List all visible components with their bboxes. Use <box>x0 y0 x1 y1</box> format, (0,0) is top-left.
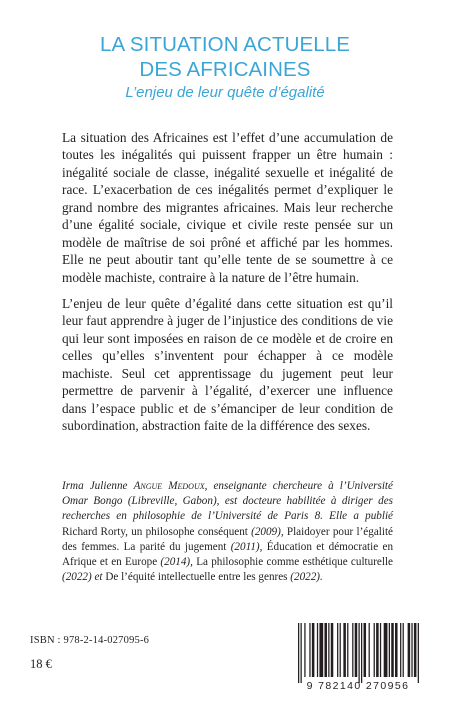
book-year-4: (2022) et <box>62 571 106 584</box>
book-title-4: La philosophie comme esthétique culturelle <box>196 556 393 569</box>
summary-paragraph-1: La situation des Africaines est l’effet d’une accumulation de toutes les inégalités qui puissent frapper un être humain : inégalité sociale de classe, inégalité sexuelle et inégalité de race. L’exacerbation de ces inégalités permet d’expliquer le grand nombre des migrantes africaines. Mais leur recherche d’une égalité sociale, civique et civile reste pensée sur un modèle de maîtrise de soi prôné et affiché par les hommes. Elle ne peut aboutir tant qu’elle tente de se soumettre à ce modèle machiste, contraire à la nature de l’être humain. <box>62 130 393 285</box>
barcode-bar <box>403 623 404 677</box>
barcode-bar <box>369 623 370 677</box>
barcode-bar <box>391 623 394 677</box>
barcode-bar <box>380 623 381 677</box>
isbn-label: ISBN : 978-2-14-027095-6 <box>30 635 150 646</box>
barcode-bar <box>361 623 362 683</box>
book-title-2: Plaidoyer pour l’égalité des femmes. La parité du jugement <box>62 525 393 553</box>
barcode-bar <box>328 623 329 677</box>
barcode-icon <box>290 623 426 683</box>
barcode-bar <box>337 623 338 677</box>
author-first-name: Irma Julienne <box>62 480 128 492</box>
book-year-5: (2022). <box>287 571 323 584</box>
barcode-bar <box>408 623 411 677</box>
price-label: 18 € <box>30 657 52 671</box>
barcode-bar <box>395 623 398 677</box>
barcode-bar <box>364 623 367 677</box>
barcode-bar <box>324 623 327 677</box>
barcode-bar <box>340 623 341 677</box>
barcode-digits: 9 782140 270956 <box>306 680 410 692</box>
barcode-bar <box>343 623 346 677</box>
barcode-bar <box>389 623 390 677</box>
barcode-bar <box>347 623 348 677</box>
cover-header <box>0 32 450 103</box>
barcode-bar <box>304 623 305 677</box>
barcode-bar <box>374 623 375 677</box>
author-last-name: Angue Medoux <box>133 480 205 492</box>
barcode-bar <box>414 623 417 677</box>
barcode-bar <box>319 623 323 677</box>
barcode-bar <box>355 623 358 677</box>
barcode-bar <box>298 623 299 683</box>
book-year-2: (2011), <box>226 540 267 553</box>
barcode-bar <box>400 623 401 677</box>
barcode-bar <box>418 623 419 683</box>
barcode-bar <box>301 623 302 683</box>
barcode-bar <box>376 623 379 677</box>
barcode-bar <box>358 623 359 683</box>
barcode-bar <box>309 623 310 677</box>
book-title-line-2: DES AFRICAINES <box>139 58 311 81</box>
book-title-1: Richard Rorty, un philosophe conséquent <box>62 525 248 538</box>
barcode-bar <box>384 623 388 677</box>
author-biography <box>62 479 393 585</box>
barcode-bar <box>331 623 334 677</box>
book-title-5: De l’équité intellectuelle entre les genres <box>105 571 288 584</box>
summary-paragraph-2: L’enjeu de leur quête d’égalité dans cette situation est qu’il leur faut apprendre à juger de l’injustice des conditions de vie qui leur sont imposées en raison de ce modèle et de croire en celles qu’elles s’inventent pour échapper à ce modèle machiste. Seul cet apprentissage du jugement peut leur permettre de parvenir à l’égalité, d’exercer une influence dans l’espace public et de s’émanciper de leur condition de subordination, abstraction faite de la différence des sexes. <box>62 296 393 434</box>
barcode-bar <box>317 623 318 677</box>
book-title-3: Éducation et démocratie en Afrique et en Europe <box>62 540 394 569</box>
barcode-bar <box>411 623 412 677</box>
book-subtitle: L’enjeu de leur quête d’égalité <box>125 84 325 101</box>
book-year-1: (2009), <box>247 525 287 538</box>
book-year-3: (2014), <box>157 556 197 569</box>
bio-intro: , enseignante chercheure à l’Université Omar Bongo (Libreville, Gabon), est docteure habilitée à diriger des recherches en philosophie de l’Université de Paris 8. Elle a publié <box>62 480 393 523</box>
book-title-line-1: LA SITUATION ACTUELLE <box>99 33 351 56</box>
barcode-bar <box>352 623 353 677</box>
barcode-bar <box>312 623 315 677</box>
